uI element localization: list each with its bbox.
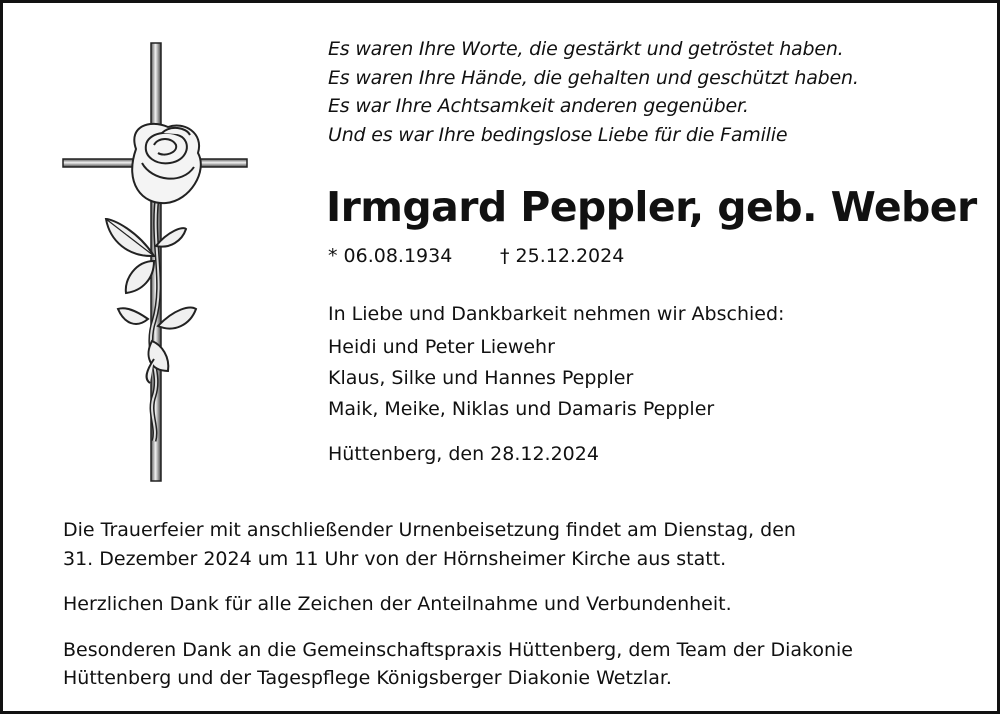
service-note: Die Trauerfeier mit anschließender Urnenbeisetzung findet am Dienstag, den 31. Dezember 2024 um 11 Uhr von der Hörnsheimer Kirche aus statt. — [63, 519, 796, 570]
mourner-line: Maik, Meike, Niklas und Damaris Peppler — [328, 398, 715, 420]
cross-with-rose-icon — [58, 41, 258, 491]
verse-line: Es waren Ihre Hände, die gehalten und geschützt haben. — [328, 66, 859, 89]
deceased-name: Irmgard Peppler, geb. Weber — [326, 183, 977, 231]
verse-line: Und es war Ihre bedingslose Liebe für die Familie — [328, 123, 788, 146]
place-date: Hüttenberg, den 28.12.2024 — [328, 443, 599, 465]
life-dates — [328, 245, 625, 267]
special-thanks-note: Besonderen Dank an die Gemeinschaftspraxis Hüttenberg, dem Team der Diakonie Hüttenberg und der Tagespflege Königsberger Diakonie Wetzlar. — [63, 638, 853, 689]
verse-line: Es waren Ihre Worte, die gestärkt und getröstet haben. — [328, 38, 844, 60]
mourner-line: Heidi und Peter Liewehr — [328, 336, 555, 358]
thanks-note: Herzlichen Dank für alle Zeichen der Anteilnahme und Verbundenheit. — [63, 593, 732, 615]
mourners — [328, 299, 784, 425]
death-date: † 25.12.2024 — [500, 245, 625, 267]
mourner-line: Klaus, Silke und Hannes Peppler — [328, 367, 634, 389]
verse-line: Es war Ihre Achtsamkeit anderen gegenüber. — [328, 95, 749, 117]
verse — [328, 35, 859, 149]
birth-date: * 06.08.1934 — [328, 245, 453, 267]
mourners-intro: In Liebe und Dankbarkeit nehmen wir Abschied: — [328, 303, 785, 325]
notes — [63, 516, 853, 710]
